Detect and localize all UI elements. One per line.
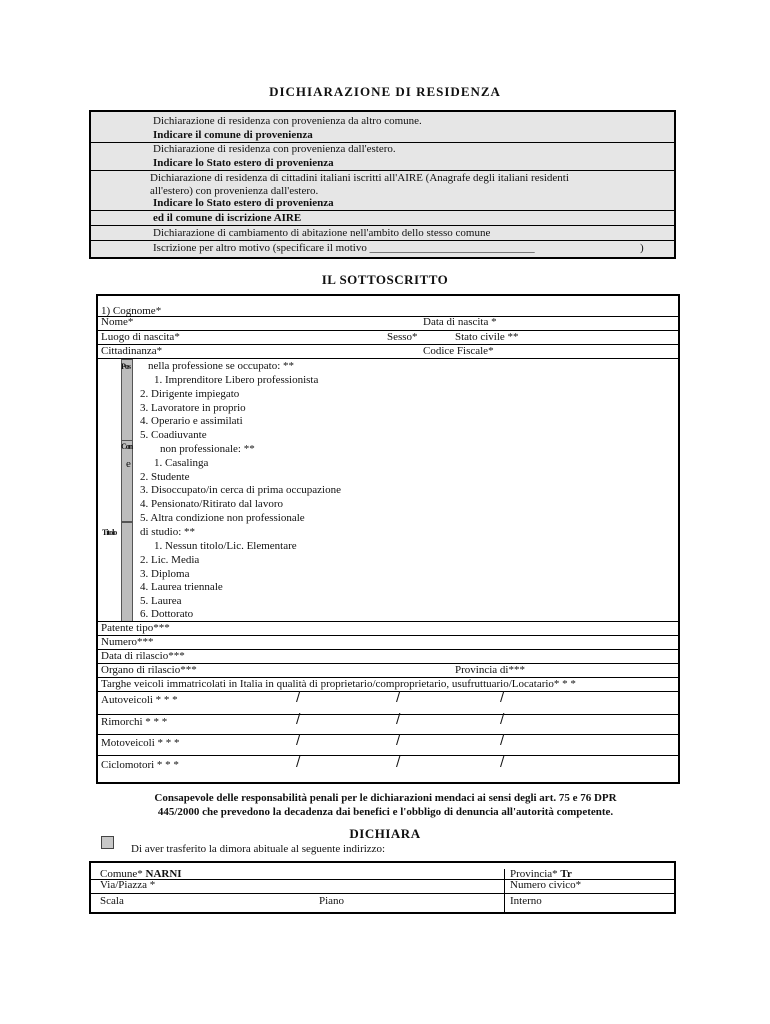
rimorchi-slash-3: /: [500, 712, 505, 727]
motoveicoli-slash-3: /: [500, 733, 505, 748]
personal-data-box: [96, 294, 680, 784]
patente-numero-field[interactable]: Numero***: [101, 636, 154, 648]
autoveicoli-label: Autoveicoli * * *: [101, 694, 178, 706]
titolo-header: di studio: **: [140, 526, 196, 538]
option-5-close: ): [640, 242, 644, 254]
condizione-item-1[interactable]: 1. Casalinga: [154, 457, 209, 469]
professione-item-1[interactable]: 1. Imprenditore Libero professionista: [154, 374, 319, 386]
option-3-instruction-2: ed il comune di iscrizione AIRE: [153, 212, 302, 224]
condizione-label-2: e: [126, 458, 131, 470]
data-nascita-field[interactable]: Data di nascita *: [423, 316, 497, 328]
professione-bar: [121, 359, 133, 441]
condizione-item-3[interactable]: 3. Disoccupato/in cerca di prima occupazione: [140, 484, 341, 496]
option-2-instruction: Indicare lo Stato estero di provenienza: [153, 157, 334, 169]
stato-civile-field[interactable]: Stato civile **: [455, 331, 519, 343]
option-1-text: Dichiarazione di residenza con provenienza da altro comune.: [153, 115, 422, 127]
declaration-type-box: [89, 110, 676, 259]
ciclomotori-label: Ciclomotori * * *: [101, 759, 179, 771]
option-5-text: Iscrizione per altro motivo (specificare il motivo ______________________________: [153, 242, 535, 254]
condizione-bar: [121, 440, 133, 522]
motoveicoli-slash-1: /: [296, 733, 301, 748]
ciclomotori-slash-3: /: [500, 755, 505, 770]
cognome-field[interactable]: 1) Cognome*: [101, 305, 162, 317]
condizione-item-2[interactable]: 2. Studente: [140, 471, 190, 483]
section-title: IL SOTTOSCRITTO: [321, 272, 449, 287]
sesso-field[interactable]: Sesso*: [387, 331, 418, 343]
option-3-instruction: Indicare lo Stato estero di provenienza: [153, 197, 334, 209]
professione-item-5[interactable]: 5. Coadiuvante: [140, 429, 207, 441]
piano-field[interactable]: Piano: [319, 895, 345, 907]
professione-header: nella professione se occupato: **: [148, 360, 295, 372]
motoveicoli-slash-2: /: [396, 733, 401, 748]
cittadinanza-field[interactable]: Cittadinanza*: [101, 345, 163, 357]
condizione-label: Con: [121, 442, 133, 451]
consapevole-line-1: Consapevole delle responsabilità penali per le dichiarazioni mendaci ai sensi degli art. 75 e 76 DPR: [154, 792, 617, 804]
titolo-item-4[interactable]: 4. Laurea triennale: [140, 581, 223, 593]
dichiara-heading: DICHIARA: [349, 826, 421, 841]
condizione-item-4[interactable]: 4. Pensionato/Ritirato dal lavoro: [140, 498, 283, 510]
professione-item-4[interactable]: 4. Operario e assimilati: [140, 415, 243, 427]
trasferito-checkbox[interactable]: [101, 836, 114, 849]
professione-label: Pos: [121, 362, 130, 371]
numero-civico-field[interactable]: Numero civico*: [510, 879, 582, 891]
autoveicoli-slash-2: /: [396, 690, 401, 705]
patente-provincia-field[interactable]: Provincia di***: [455, 664, 525, 676]
option-3-text: Dichiarazione di residenza di cittadini italiani iscritti all'AIRE (Anagrafe degli italiani residenti: [150, 172, 569, 184]
comune-value: NARNI: [145, 868, 182, 880]
luogo-nascita-field[interactable]: Luogo di nascita*: [101, 331, 180, 343]
titolo-item-1[interactable]: 1. Nessun titolo/Lic. Elementare: [154, 540, 297, 552]
titolo-item-5[interactable]: 5. Laurea: [140, 595, 182, 607]
option-1-instruction: Indicare il comune di provenienza: [153, 129, 313, 141]
trasferito-text: Di aver trasferito la dimora abituale al seguente indirizzo:: [131, 843, 386, 855]
interno-field[interactable]: Interno: [510, 895, 542, 907]
titolo-item-6[interactable]: 6. Dottorato: [140, 608, 194, 620]
titolo-item-3[interactable]: 3. Diploma: [140, 568, 190, 580]
professione-item-3[interactable]: 3. Lavoratore in proprio: [140, 402, 246, 414]
provincia-label: Provincia*: [510, 868, 561, 880]
titolo-label: Titolo: [102, 528, 117, 537]
patente-organo-field[interactable]: Organo di rilascio***: [101, 664, 197, 676]
autoveicoli-slash-1: /: [296, 690, 301, 705]
via-field[interactable]: Via/Piazza *: [100, 879, 156, 891]
consapevole-line-2: 445/2000 che prevedono la decadenza dai benefici e l'obbligo di denuncia all'autorità competente.: [157, 806, 614, 818]
professione-item-2[interactable]: 2. Dirigente impiegato: [140, 388, 240, 400]
condizione-header: non professionale: **: [160, 443, 255, 455]
page-title: DICHIARAZIONE DI RESIDENZA: [269, 84, 501, 99]
motoveicoli-label: Motoveicoli * * *: [101, 737, 180, 749]
rimorchi-label: Rimorchi * * *: [101, 716, 168, 728]
codice-fiscale-field[interactable]: Codice Fiscale*: [423, 345, 494, 357]
provincia-value: Tr: [560, 868, 572, 880]
comune-label: Comune*: [100, 868, 146, 880]
titolo-item-2[interactable]: 2. Lic. Media: [140, 554, 200, 566]
targhe-header: Targhe veicoli immatricolati in Italia in qualità di proprietario/comproprietario, usufruttuario/Locatario* * *: [101, 678, 576, 690]
rimorchi-slash-1: /: [296, 712, 301, 727]
address-box: [89, 861, 676, 914]
patente-tipo-field[interactable]: Patente tipo***: [101, 622, 170, 634]
option-4-text: Dichiarazione di cambiamento di abitazione nell'ambito dello stesso comune: [153, 227, 491, 239]
scala-field[interactable]: Scala: [100, 895, 124, 907]
patente-data-field[interactable]: Data di rilascio***: [101, 650, 185, 662]
ciclomotori-slash-2: /: [396, 755, 401, 770]
ciclomotori-slash-1: /: [296, 755, 301, 770]
autoveicoli-slash-3: /: [500, 690, 505, 705]
nome-field[interactable]: Nome*: [101, 316, 134, 328]
condizione-item-5[interactable]: 5. Altra condizione non professionale: [140, 512, 305, 524]
option-2-text: Dichiarazione di residenza con provenienza dall'estero.: [153, 143, 396, 155]
option-3-text-cont: all'estero) con provenienza dall'estero.: [150, 185, 319, 197]
consapevole-text: [98, 791, 673, 819]
rimorchi-slash-2: /: [396, 712, 401, 727]
titolo-bar: [121, 522, 133, 622]
